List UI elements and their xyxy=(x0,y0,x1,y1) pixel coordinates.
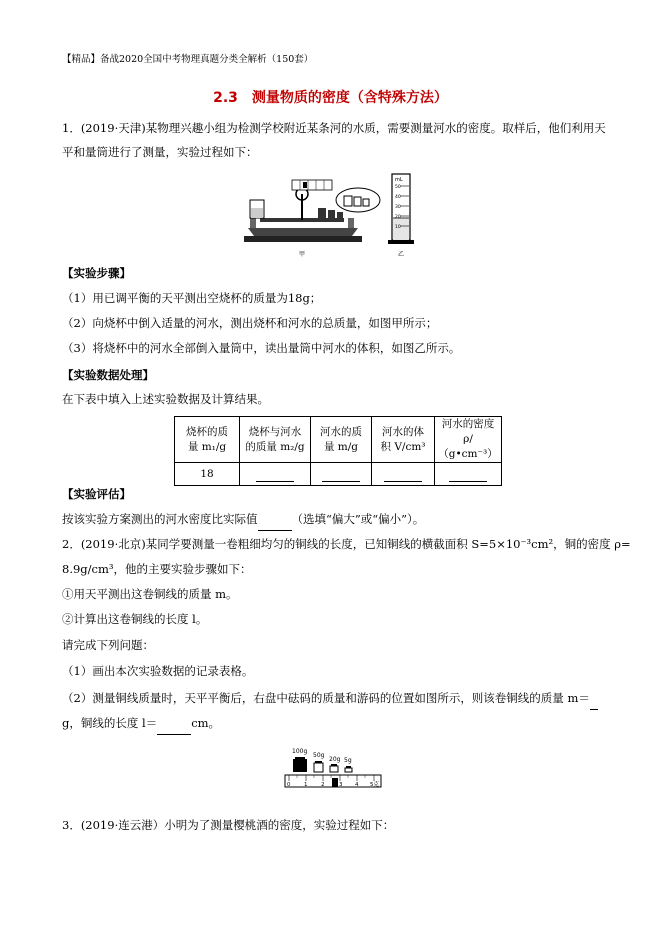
cylinder-tick-label: 40 xyxy=(395,195,401,200)
q1-step3: （3）将烧杯中的河水全部倒入量筒中，读出量筒中河水的体积，如图乙所示。 xyxy=(62,341,461,355)
scale-tick-label: 1 xyxy=(304,782,308,788)
table-header-cell: 河水的体 积 V/cm³ xyxy=(372,417,435,463)
cylinder-tick-label: 30 xyxy=(395,205,401,210)
q1-intro-line1: 1．(2019·天津)某物理兴趣小组为检测学校附近某条河的水质，需要测量河水的密度。取样后，他们利用天 xyxy=(62,121,606,135)
answer-blank[interactable] xyxy=(590,697,598,710)
q1-step2: （2）向烧杯中倒入适量的河水，测出烧杯和河水的总质量，如图甲所示； xyxy=(62,316,438,330)
weights-and-scale-figure xyxy=(284,745,384,800)
steps-heading: 【实验步骤】 xyxy=(62,266,131,280)
q2-line2: 8.9g/cm³，他的主要实验步骤如下： xyxy=(62,562,252,576)
cylinder-tick-label: 20 xyxy=(395,215,401,220)
q2-sub1: （1）画出本次实验数据的记录表格。 xyxy=(62,664,254,678)
document-header: 【精品】备战2020全国中考物理真题分类全解析（150套） xyxy=(62,54,314,65)
scale-tick-label: 5克 xyxy=(370,782,379,788)
data-table xyxy=(174,416,502,486)
data-heading: 【实验数据处理】 xyxy=(62,368,154,382)
scale-tick-label: 0 xyxy=(287,782,291,788)
q2-line1: 2．(2019·北京)某同学要测量一卷粗细均匀的铜线的长度，已知铜线的横截面积 S=5×10⁻³cm²，铜的密度 ρ= xyxy=(62,537,631,551)
table-header-cell: 河水的质 量 m/g xyxy=(311,417,372,463)
weight-label: 100g xyxy=(292,748,308,755)
q2-step1: ①用天平测出这卷铜线的质量 m。 xyxy=(62,587,238,601)
q2-sub2-line2: g，铜线的长度 l＝ cm。 xyxy=(62,711,602,735)
table-header-cell: 河水的密度 ρ/（g•cm⁻³） xyxy=(435,417,502,463)
q2-sub2-line1: （2）测量铜线质量时，天平平衡后，右盘中砝码的质量和游码的位置如图所示，则该卷铜线的质量 m＝ xyxy=(62,686,602,710)
table-header-cell: 烧杯与河水 的质量 m₂/g xyxy=(240,417,311,463)
balance-and-cylinder-figure xyxy=(240,168,420,260)
graduated-cylinder-icon xyxy=(388,174,414,244)
scale-tick-label: 3 xyxy=(339,782,343,788)
table-cell-empty-mass: 18 xyxy=(175,463,240,486)
weights-icon xyxy=(292,748,352,772)
eval-heading: 【实验评估】 xyxy=(62,487,131,501)
figure-label-a: 甲 xyxy=(298,251,306,258)
weight-label: 50g xyxy=(313,752,325,759)
q2-step2: ②计算出这卷铜线的长度 l。 xyxy=(62,612,208,626)
balance-icon xyxy=(244,180,380,242)
q3-line1: 3．(2019·连云港）小明为了测量樱桃酒的密度，实验过程如下： xyxy=(62,818,395,832)
scale-tick-label: 2 xyxy=(321,782,325,788)
weight-label: 5g xyxy=(344,757,352,764)
q1-step1: （1）用已调平衡的天平测出空烧杯的质量为18g； xyxy=(62,291,322,305)
section-title: 2.3 测量物质的密度（含特殊方法） xyxy=(213,90,448,106)
cylinder-tick-label: 50 xyxy=(395,185,401,190)
q2-ask: 请完成下列问题： xyxy=(62,638,154,652)
cylinder-tick-label: 10 xyxy=(395,225,401,230)
q1-intro-line2: 平和量筒进行了测量，实验过程如下： xyxy=(62,145,258,159)
table-header-cell: 烧杯的质 量 m₁/g xyxy=(175,417,240,463)
data-intro: 在下表中填入上述实验数据及计算结果。 xyxy=(62,392,269,406)
scale-tick-label: 4 xyxy=(355,782,359,788)
answer-blank[interactable] xyxy=(258,518,292,531)
rider-scale-icon xyxy=(285,775,381,788)
weight-label: 20g xyxy=(329,756,341,763)
cylinder-unit: mL xyxy=(395,177,403,183)
eval-line: 按该实验方案测出的河水密度比实际值 （选填“偏大”或“偏小”）。 xyxy=(62,507,602,531)
answer-blank[interactable] xyxy=(157,722,191,735)
figure-label-b: 乙 xyxy=(397,251,405,258)
